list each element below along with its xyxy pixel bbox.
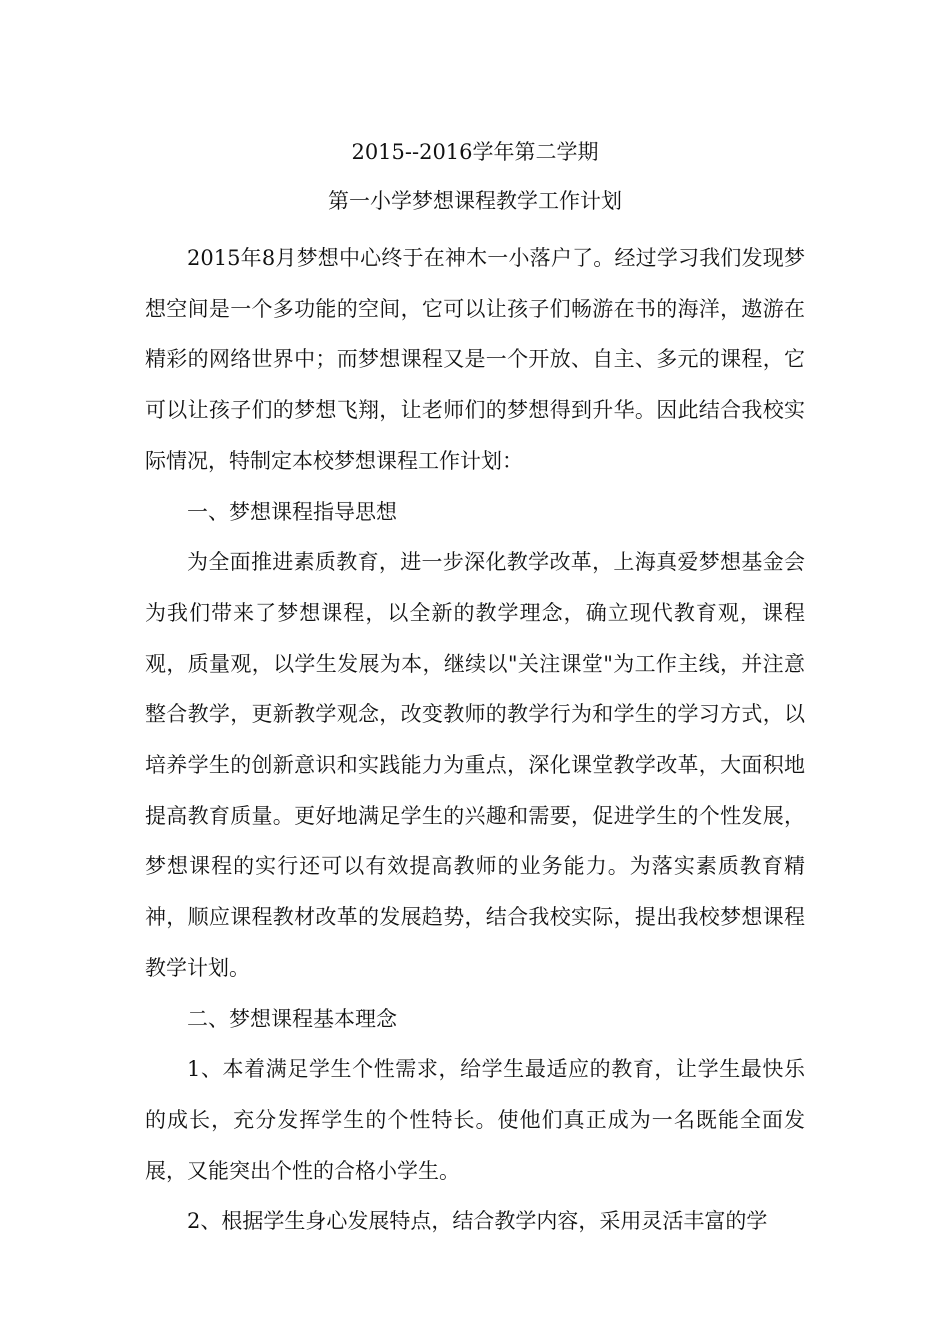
paragraph-concept-1: 1、本着满足学生个性需求，给学生最适应的教育，让学生最快乐的成长，充分发挥学生的个性特长。使他们真正成为一名既能全面发展，又能突出个性的合格小学生。: [145, 1057, 805, 1183]
section-heading-basic-concept: 二、梦想课程基本理念: [187, 1006, 397, 1031]
document-title-term: 2015--2016学年第二学期: [351, 140, 599, 164]
document-body: [145, 233, 805, 1247]
paragraph-intro: 2015年8月梦想中心终于在神木一小落户了。经过学习我们发现梦想空间是一个多功能的空间，它可以让孩子们畅游在书的海洋，遨游在精彩的网络世界中；而梦想课程又是一个开放、自主、多元的课程，它可以让孩子们的梦想飞翔，让老师们的梦想得到升华。因此结合我校实际情况，特制定本校梦想课程工作计划：: [145, 246, 805, 473]
section-heading-guiding-thought: 一、梦想课程指导思想: [187, 499, 397, 524]
document-title-plan: 第一小学梦想课程教学工作计划: [328, 189, 622, 213]
paragraph-concept-2: 2、根据学生身心发展特点，结合教学内容，采用灵活丰富的学: [187, 1209, 768, 1234]
paragraph-guiding-thought: 为全面推进素质教育，进一步深化教学改革，上海真爱梦想基金会为我们带来了梦想课程，以全新的教学理念，确立现代教育观，课程观，质量观，以学生发展为本，继续以"关注课堂"为工作主线，并注意整合教学，更新教学观念，改变教师的教学行为和学生的学习方式，以培养学生的创新意识和实践能力为重点，深化课堂教学改革，大面积地提高教育质量。更好地满足学生的兴趣和需要，促进学生的个性发展，梦想课程的实行还可以有效提高教师的业务能力。为落实素质教育精神，顺应课程教材改革的发展趋势，结合我校实际，提出我校梦想课程教学计划。: [145, 550, 805, 980]
